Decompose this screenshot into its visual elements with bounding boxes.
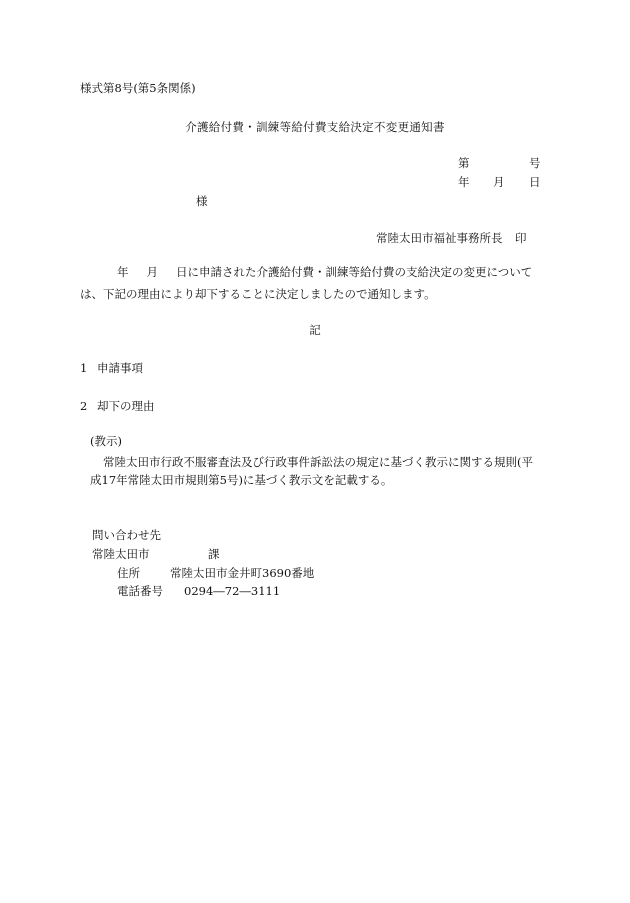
addressee-honorific: 様 [196,194,208,208]
phone-value: 0294―72―3111 [184,584,281,598]
issuer-seal: 印 [515,231,527,245]
item-number: 2 [80,399,88,413]
date-year: 年 [458,175,470,189]
body-line-1-text: 日に申請された介護給付費・訓練等給付費の支給決定の変更について [176,265,533,279]
address-label: 住所 [117,566,140,580]
kyoji-line-1: 常陸太田市行政不服審査法及び行政事件訴訟法の規定に基づく教示に関する規則(平 [103,455,533,469]
date-day: 日 [529,175,541,189]
item-label: 却下の理由 [97,399,155,413]
list-item [80,400,155,414]
item-label: 申請事項 [97,361,143,375]
issuer-name: 常陸太田市福祉事務所長 [376,231,503,245]
number-prefix: 第 [458,156,470,170]
document-title: 介護給付費・訓練等給付費支給決定不変更通知書 [185,120,445,134]
body-month: 月 [146,265,158,279]
kyoji-line-2: 成17年常陸太田市規則第5号)に基づく教示文を記載する。 [90,473,393,487]
body-line-1 [117,266,532,280]
date-month: 月 [493,175,505,189]
body-line-2: は、下記の理由により却下することに決定しましたので通知します。 [80,287,436,301]
ki-heading: 記 [309,323,321,337]
item-number: 1 [80,361,88,375]
number-suffix: 号 [529,156,541,170]
contact-city: 常陸太田市 [92,547,150,561]
phone-label: 電話番号 [117,584,163,598]
contact-section: 課 [208,547,220,561]
body-year: 年 [117,265,129,279]
list-item [80,362,143,376]
contact-heading: 問い合わせ先 [92,528,161,542]
form-number: 様式第8号(第5条関係) [80,81,196,95]
address-value: 常陸太田市金井町3690番地 [170,566,315,580]
kyoji-heading: (教示) [90,434,122,448]
